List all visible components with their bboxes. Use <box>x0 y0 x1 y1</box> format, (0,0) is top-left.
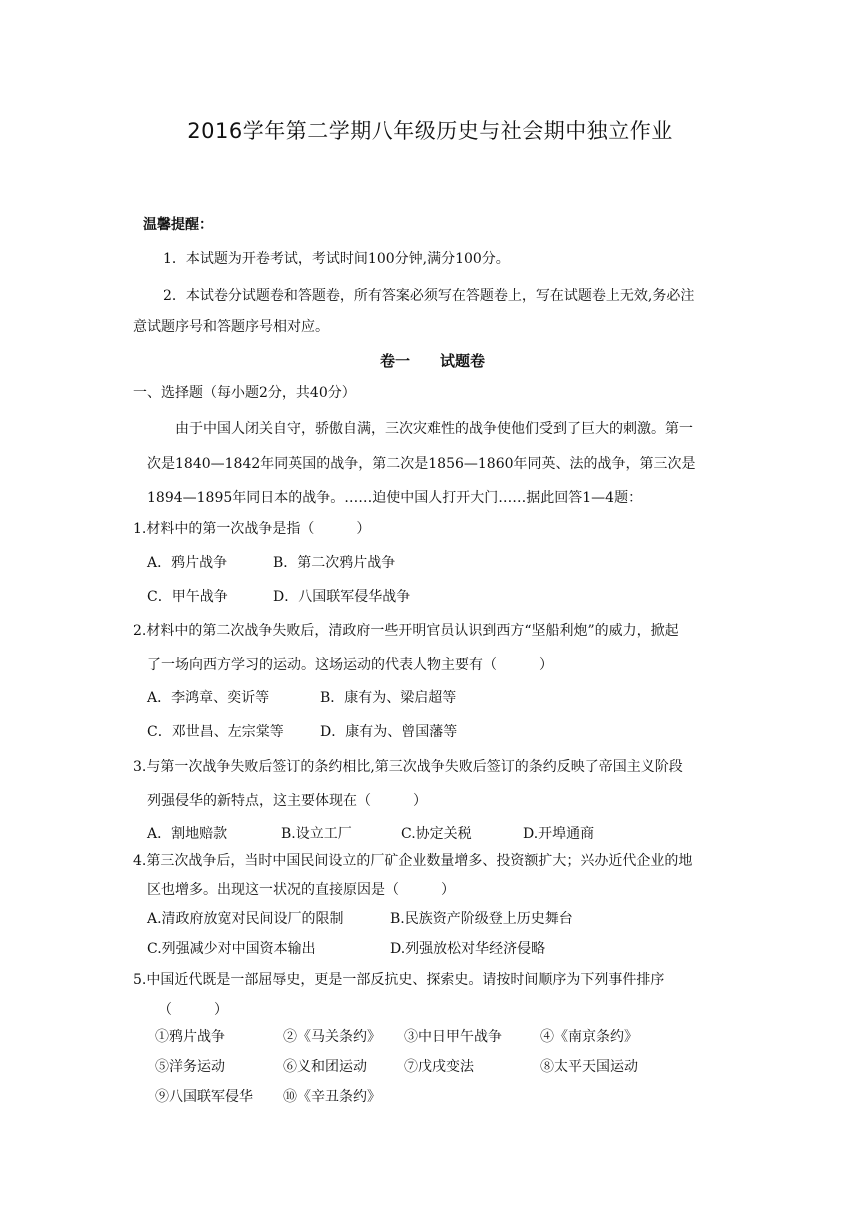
q5-item: ⑥义和团运动 <box>283 1059 367 1075</box>
q5-item: ④《南京条约》 <box>540 1029 638 1045</box>
q3-stem-2: 列强侵华的新特点，这主要体现在（ ） <box>147 793 427 809</box>
q4-option-c: C.列强减少对中国资本输出 <box>147 941 316 957</box>
q1-option-d: D．八国联军侵华战争 <box>273 589 411 605</box>
q5-stem-1: 5.中国近代既是一部屈辱史，更是一部反抗史、探索史。请按时间顺序为下列事件排序 <box>133 972 665 988</box>
material-line-2: 次是1840—1842年同英国的战争，第二次是1856—1860年同英、法的战争，第三次是 <box>147 456 696 472</box>
q2-option-a: A．李鸿章、奕䜣等 <box>147 690 270 706</box>
q2-stem-2: 了一场向西方学习的运动。这场运动的代表人物主要有（ ） <box>147 657 553 673</box>
q4-option-a: A.清政府放宽对民间设厂的限制 <box>147 911 344 927</box>
q3-option-d: D.开埠通商 <box>523 826 595 842</box>
notice-heading: 温馨提醒： <box>143 217 213 233</box>
section-title-part: 卷一 <box>380 352 411 370</box>
part1-heading: 一、选择题（每小题2分，共40分） <box>133 385 356 401</box>
q5-item: ⑩《辛丑条约》 <box>283 1089 381 1105</box>
q5-item: ⑦戊戌变法 <box>404 1059 474 1075</box>
q2-stem-1: 2.材料中的第二次战争失败后，清政府一些开明官员认识到西方“坚船利炮”的威力，掀起 <box>133 623 679 639</box>
q5-item: ①鸦片战争 <box>155 1029 225 1045</box>
notice-line-2b: 意试题序号和答题序号相对应。 <box>133 319 329 335</box>
q4-stem-2: 区也增多。出现这一状况的直接原因是（ ） <box>147 882 455 898</box>
q1-option-c: C．甲午战争 <box>147 589 228 605</box>
q3-option-b: B.设立工厂 <box>281 826 352 842</box>
q5-item: ③中日甲午战争 <box>404 1029 502 1045</box>
section-title-name: 试题卷 <box>440 352 486 370</box>
notice-line-2a: 2．本试卷分试题卷和答题卷，所有答案必须写在答题卷上，写在试题卷上无效,务必注 <box>163 288 695 304</box>
q5-item: ⑧太平天国运动 <box>540 1059 638 1075</box>
q4-option-d: D.列强放松对华经济侵略 <box>390 941 546 957</box>
page-title: 2016学年第二学期八年级历史与社会期中独立作业 <box>187 119 673 143</box>
q2-option-c: C．邓世昌、左宗棠等 <box>147 724 284 740</box>
material-line-1: 由于中国人闭关自守，骄傲自满，三次灾难性的战争使他们受到了巨大的刺激。第一 <box>175 421 693 437</box>
q3-option-a: A．割地赔款 <box>147 826 228 842</box>
material-line-3: 1894—1895年同日本的战争。……迫使中国人打开大门……据此回答1—4题： <box>147 490 643 506</box>
q5-item: ⑨八国联军侵华 <box>155 1089 253 1105</box>
q1-option-a: A．鸦片战争 <box>147 555 228 571</box>
q3-option-c: C.协定关税 <box>401 826 472 842</box>
q1-stem: 1.材料中的第一次战争是指（ ） <box>133 521 371 537</box>
section-title <box>380 350 485 371</box>
q4-stem-1: 4.第三次战争后，当时中国民间设立的厂矿企业数量增多、投资额扩大；兴办近代企业的地 <box>133 853 693 869</box>
q2-option-b: B．康有为、梁启超等 <box>320 690 457 706</box>
q5-item: ⑤洋务运动 <box>155 1059 225 1075</box>
q5-item: ②《马关条约》 <box>283 1029 381 1045</box>
notice-line-1: 1．本试题为开卷考试，考试时间100分钟,满分100分。 <box>163 251 510 267</box>
q5-stem-2: （ ） <box>158 1002 228 1018</box>
q2-option-d: D．康有为、曾国藩等 <box>320 724 458 740</box>
q1-option-b: B．第二次鸦片战争 <box>273 555 396 571</box>
q4-option-b: B.民族资产阶级登上历史舞台 <box>390 911 573 927</box>
q3-stem-1: 3.与第一次战争失败后签订的条约相比,第三次战争失败后签订的条约反映了帝国主义阶段 <box>133 759 683 775</box>
